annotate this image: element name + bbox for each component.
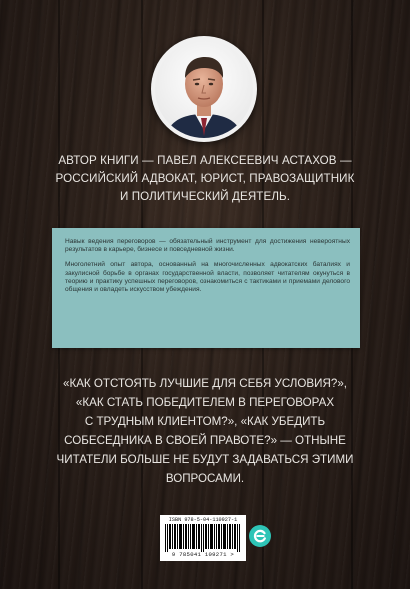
description-paragraph-2: Многолетний опыт автора, основанный на многочисленных адвокатских баталиях и закулисной борьбе в органах государственной власти, позволяет читателям окунуться в теорию и практику успешных переговоров, ознакомиться с тактиками и приемами делового общения и овладеть искусством убеждения. — [65, 261, 350, 294]
author-portrait-frame — [151, 36, 257, 142]
description-paragraph-1: Навык ведения переговоров — обязательный инструмент для достижения невероятных результатов в карьере, бизнесе и повседневной жизни. — [65, 238, 350, 254]
quote-block — [0, 374, 410, 488]
barcode-icon — [164, 524, 242, 552]
author-bio-line: И ПОЛИТИЧЕСКИЙ ДЕЯТЕЛЬ. — [119, 190, 291, 203]
publisher-logo-icon — [248, 524, 272, 548]
isbn-barcode — [160, 515, 246, 561]
author-bio — [0, 152, 410, 206]
isbn-label: ISBN 978-5-04-110927-1 — [168, 517, 238, 523]
quote-line: СОБЕСЕДНИКА В СВОЕЙ ПРАВОТЕ?» — ОТНЫНЕ — [64, 434, 346, 447]
quote-line: «КАК СТАТЬ ПОБЕДИТЕЛЕМ В ПЕРЕГОВОРАХ — [75, 396, 335, 409]
author-portrait — [155, 40, 253, 138]
barcode-number: 9 785041 109271 > — [171, 551, 235, 558]
author-bio-line: АВТОР КНИГИ — ПАВЕЛ АЛЕКСЕЕВИЧ АСТАХОВ — — [58, 154, 352, 167]
quote-line: ЧИТАТЕЛИ БОЛЬШЕ НЕ БУДУТ ЗАДАВАТЬСЯ ЭТИМИ — [56, 453, 354, 466]
author-bio-line: РОССИЙСКИЙ АДВОКАТ, ЮРИСТ, ПРАВОЗАЩИТНИК — [55, 172, 355, 185]
quote-line: С ТРУДНЫМ КЛИЕНТОМ?», «КАК УБЕДИТЬ — [84, 415, 326, 428]
quote-line: «КАК ОТСТОЯТЬ ЛУЧШИЕ ДЛЯ СЕБЯ УСЛОВИЯ?», — [63, 377, 347, 390]
quote-line: ВОПРОСАМИ. — [165, 472, 245, 485]
description-box — [52, 228, 360, 348]
